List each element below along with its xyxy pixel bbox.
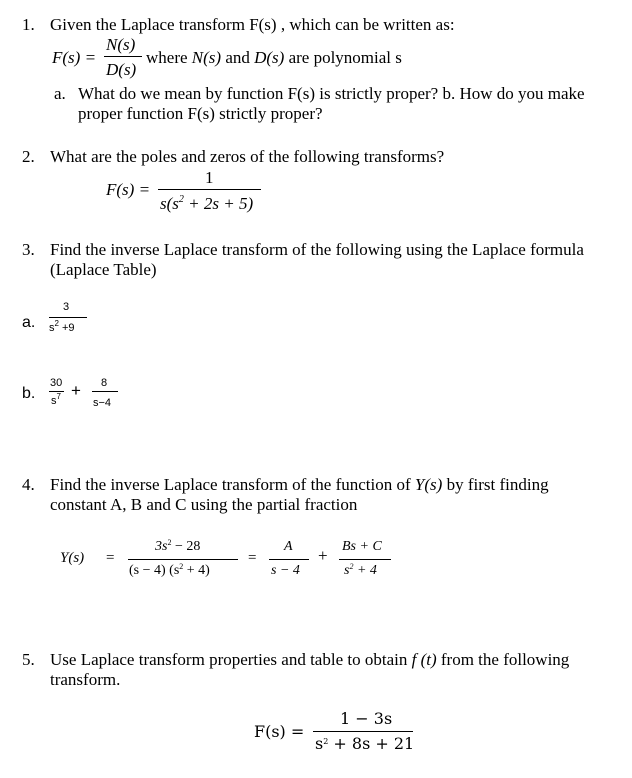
q4-equals-2: = (248, 550, 257, 566)
q1-a-label: a. (54, 84, 66, 103)
q2-number: 2. (22, 147, 35, 166)
q3-b-label: b. (22, 385, 36, 402)
q2-text: What are the poles and zeros of the following transforms? (50, 147, 445, 166)
q2-lhs: F(s) = (106, 180, 151, 199)
q4-number: 4. (22, 475, 35, 494)
q3-a-den: $s^2 +9$ (49, 319, 75, 334)
q4-term2-den: $s^2 + 4$ (344, 562, 377, 578)
q3-a-frac-bar (49, 317, 87, 318)
q1-frac-num: N(s) (106, 35, 136, 54)
q4-term1-num: A (284, 539, 293, 554)
q5-number: 5. (22, 650, 35, 669)
q5-lhs: F(s) = (254, 722, 305, 741)
q2-frac-bar (158, 189, 261, 190)
q4-lhs: Y(s) (60, 550, 85, 566)
q1-number: 1. (22, 15, 35, 34)
q5-line1: Use Laplace transform properties and table to obtain f (t) from the following (50, 650, 570, 669)
q4-plus: + (318, 546, 328, 565)
q1-where-clause: where N(s) and D(s) are polynomial s (146, 48, 402, 67)
q3-b-plus: + (71, 381, 81, 400)
q4-line2: constant A, B and C using the partial fraction (50, 495, 358, 514)
q4-frac-bar (128, 559, 238, 560)
q5-frac-bar (313, 731, 413, 732)
q4-term1-bar (269, 559, 309, 560)
q1-text: Given the Laplace transform F(s) , which can be written as: (50, 15, 455, 34)
q2-frac-num: 1 (205, 168, 214, 187)
q1-lhs: F(s) = (52, 48, 97, 67)
q1-a-line1: What do we mean by function F(s) is strictly proper? b. How do you make (78, 84, 585, 103)
q3-line2: (Laplace Table) (50, 260, 157, 279)
q4-frac-num: $3s^2 - 28$ (155, 538, 201, 554)
q5-frac-num: 1 − 3s (340, 709, 393, 728)
q3-b-num1: 30 (50, 377, 63, 389)
q4-term2-bar (339, 559, 391, 560)
q1-frac-den: D(s) (106, 60, 137, 79)
q4-equals: = (106, 550, 115, 566)
q3-b-frac2-bar (92, 391, 118, 392)
q4-term2-num: Bs + C (342, 539, 382, 554)
q3-b-num2: 8 (101, 377, 108, 389)
q1-a-line2: proper function F(s) strictly proper? (78, 104, 323, 123)
q4-frac-den: (s − 4) $(s^2 + 4)$ (129, 562, 210, 578)
q1-frac-bar (104, 56, 142, 57)
q3-a-num: 3 (63, 301, 70, 313)
q2-frac-den: $s(s^2 + 2s + 5)$ (160, 194, 254, 213)
q3-number: 3. (22, 240, 35, 259)
q3-line1: Find the inverse Laplace transform of the following using the Laplace formula (50, 240, 584, 259)
q5-frac-den: $s^2 + 8s + 21$ (315, 734, 415, 753)
q4-term1-den: s − 4 (271, 563, 300, 578)
q4-line1: Find the inverse Laplace transform of the function of Y(s) by first finding (50, 475, 549, 494)
q3-a-label: a. (22, 314, 36, 331)
q5-line2: transform. (50, 670, 121, 689)
q3-b-den1: $s^7$ (51, 392, 61, 407)
q3-b-den2: s−4 (93, 397, 112, 409)
